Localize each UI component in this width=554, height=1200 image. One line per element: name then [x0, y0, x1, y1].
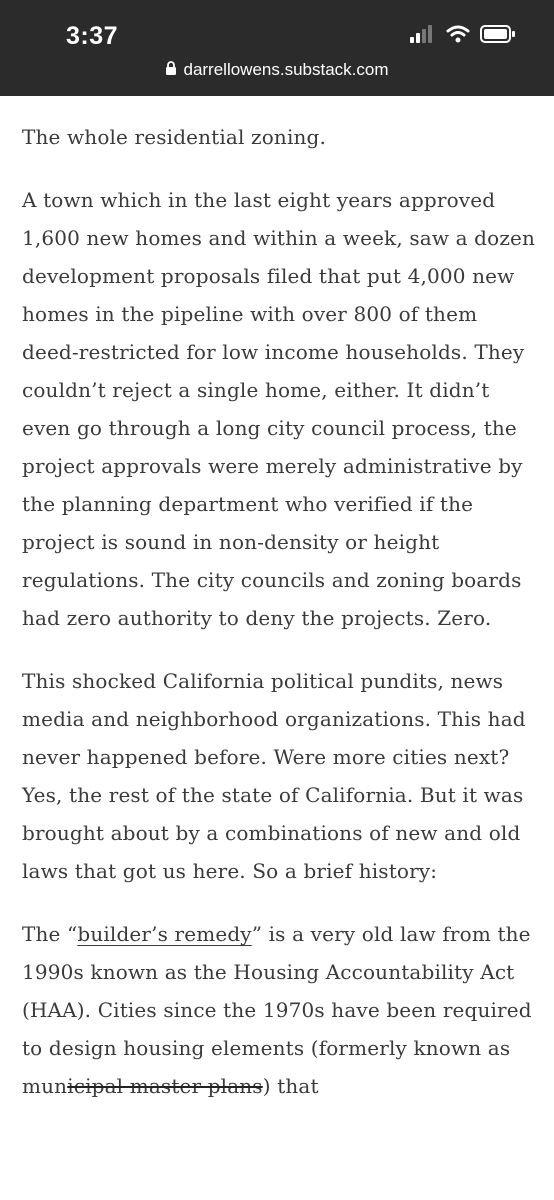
article-paragraph-1: The whole residential zoning.: [22, 125, 326, 149]
lock-icon: [165, 60, 177, 80]
article-body: [22, 118, 538, 1105]
browser-status-bar: [0, 0, 554, 96]
article-paragraph-3: This shocked California political pundits, news media and neighborhood organizations. This had never happened before. Were more cities next? Yes, the rest of the state of California. But it was brought about by a combinations of new and old laws that got us here. So a brief history:: [22, 669, 526, 883]
struck-text: icipal master plans: [67, 1074, 263, 1098]
status-icons: [410, 25, 516, 48]
signal-icon: [410, 25, 436, 48]
builders-remedy-link[interactable]: builder’s remedy: [77, 922, 252, 946]
wifi-icon: [446, 25, 470, 48]
status-time: 3:37: [66, 22, 119, 50]
paragraph-4-middle: ” is a very old law from the 1990s known as the Housing Accountability Act (HAA). Cities since the 1970s have been required to design housing elements (formerly known as mun: [22, 922, 532, 1098]
article-paragraph-4: [22, 915, 538, 1105]
battery-icon: [480, 25, 516, 48]
url-text[interactable]: darrellowens.substack.com: [183, 60, 389, 79]
address-bar[interactable]: [0, 60, 554, 80]
article-paragraph-2: A town which in the last eight years approved 1,600 new homes and within a week, saw a dozen development proposals filed that put 4,000 new homes in the pipeline with over 800 of them deed-restricted for low income households. They couldn’t reject a single home, either. It didn’t even go through a long city council process, the project approvals were merely administrative by the planning department who verified if the project is sound in non-density or height regulations. The city councils and zoning boards had zero authority to deny the projects. Zero.: [22, 188, 536, 630]
paragraph-4-tail: ) that: [262, 1074, 319, 1098]
paragraph-4-lead: The “: [22, 922, 78, 946]
